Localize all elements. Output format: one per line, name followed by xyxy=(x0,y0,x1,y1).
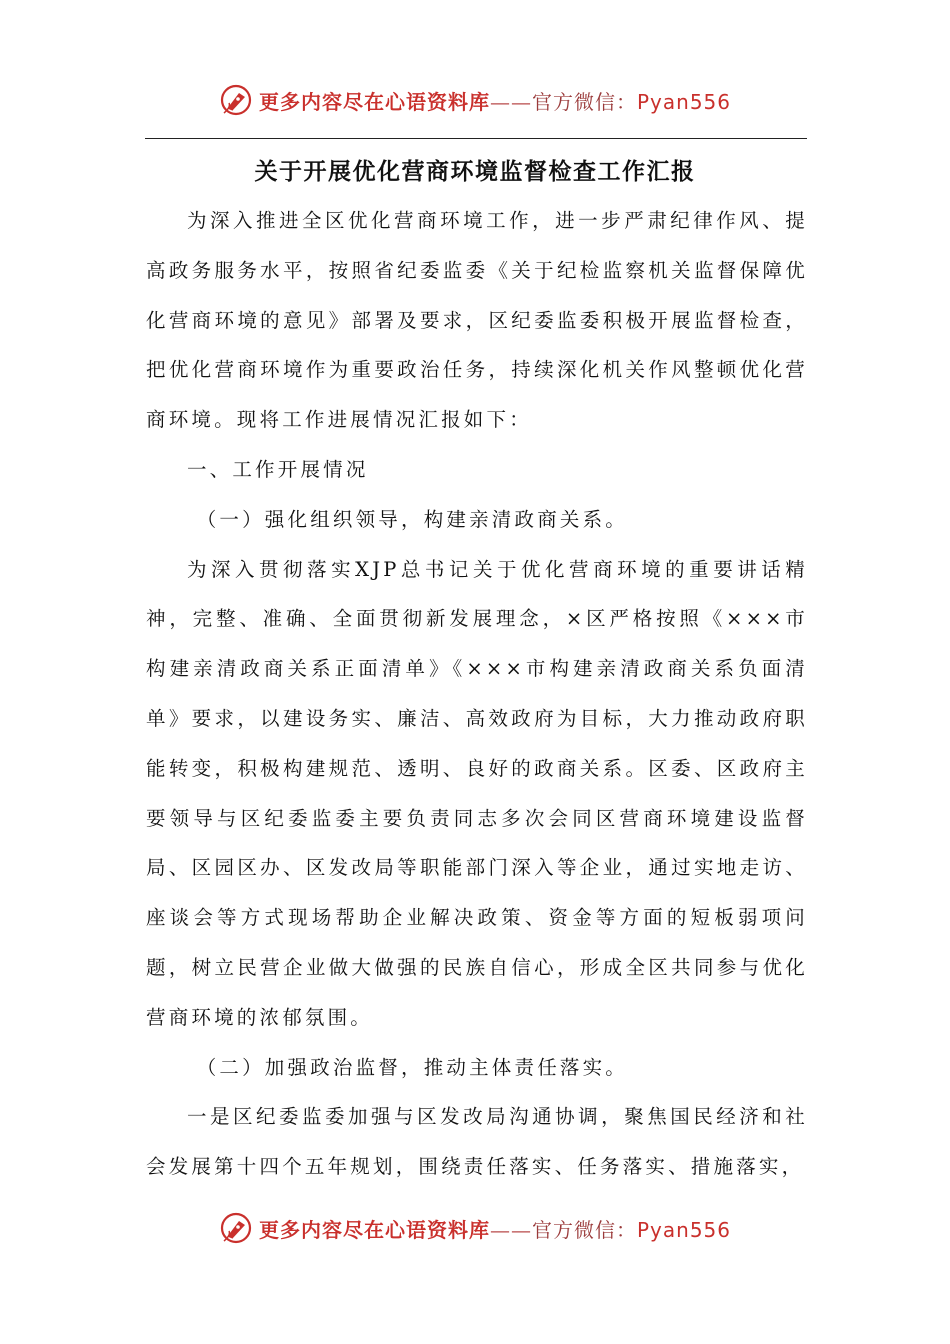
banner-main-text: 更多内容尽在心语资料库 xyxy=(258,89,490,114)
banner-wechat-label: 官方微信： xyxy=(531,89,637,114)
banner-separator: —— xyxy=(489,89,532,114)
page-title: 关于开展优化营商环境监督检查工作汇报 xyxy=(254,158,696,185)
body-paragraph-1: 为深入贯彻落实XJP总书记关于优化营商环境的重要讲话精神，完整、准确、全面贯彻新发展理念，×区严格按照《×××市构建亲清政商关系正面清单》《×××市构建亲清政商关系负面清单》要求，以建设务实、廉洁、高效政府为目标，大力推动政府职能转变，积极构建规范、透明、良好的政商关系。区委、区政府主要领导与区纪委监委主要负责同志多次会同区营商环境建设监督局、区园区办、区发改局等职能部门深入等企业，通过实地走访、座谈会等方式现场帮助企业解决政策、资金等方面的短板弱项问题，树立民营企业做大做强的民族自信心，形成全区共同参与优化营商环境的浓郁氛围。 xyxy=(146,557,808,1029)
footer-banner xyxy=(0,1208,950,1248)
banner-wechat-id: Pyan556 xyxy=(636,1217,731,1242)
subsection-heading-1: （一）强化组织领导，构建亲清政商关系。 xyxy=(196,507,628,531)
subsection-heading-2: （二）加强政治监督，推动主体责任落实。 xyxy=(196,1055,628,1079)
banner-wechat-id: Pyan556 xyxy=(636,89,731,114)
body-paragraph-2: 一是区纪委监委加强与区发改局沟通协调，聚焦国民经济和社会发展第十四个五年规划，围绕责任落实、任务落实、措施落实， xyxy=(146,1105,808,1179)
header-banner xyxy=(0,80,950,120)
header-banner-text xyxy=(259,86,731,115)
section-heading-1: 一、工作开展情况 xyxy=(186,457,369,481)
header-divider xyxy=(145,138,807,139)
banner-wechat-label: 官方微信： xyxy=(531,1217,637,1242)
document-body xyxy=(146,196,808,1192)
footer-banner-text xyxy=(259,1214,731,1243)
banner-main-text: 更多内容尽在心语资料库 xyxy=(258,1217,490,1242)
pen-nib-logo-icon xyxy=(219,1211,253,1245)
banner-separator: —— xyxy=(489,1217,532,1242)
pen-nib-logo-icon xyxy=(219,83,253,117)
intro-paragraph: 为深入推进全区优化营商环境工作，进一步严肃纪律作风、提高政务服务水平，按照省纪委监委《关于纪检监察机关监督保障优化营商环境的意见》部署及要求，区纪委监委积极开展监督检查，把优化营商环境作为重要政治任务，持续深化机关作风整顿优化营商环境。现将工作进展情况汇报如下： xyxy=(146,209,808,432)
